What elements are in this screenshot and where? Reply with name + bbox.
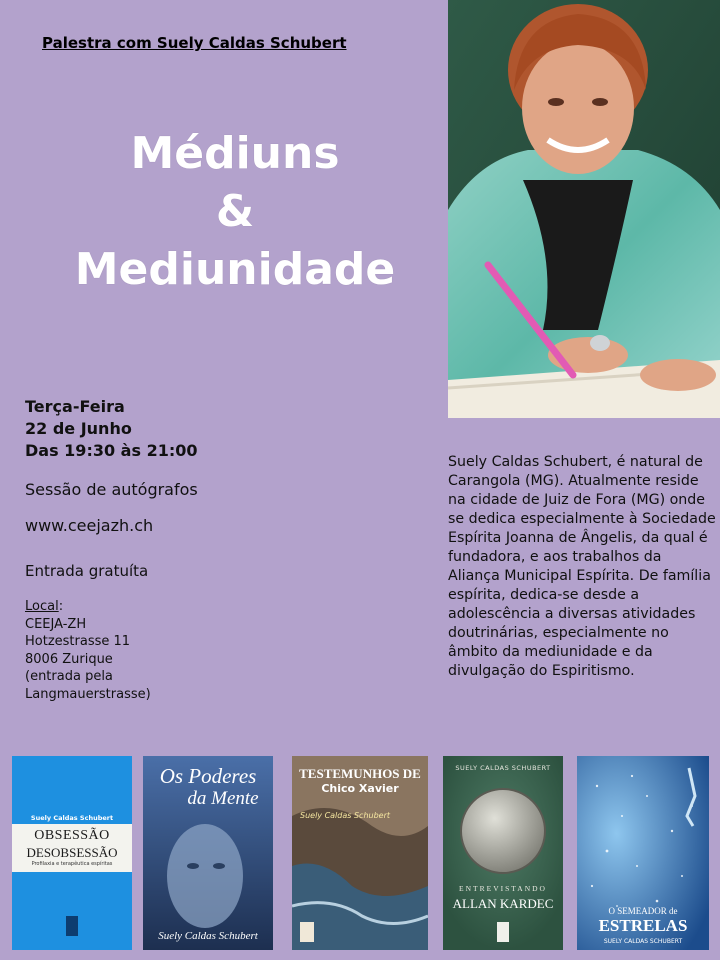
book-5-author: SUELY CALDAS SCHUBERT: [603, 938, 683, 945]
book-1-title-1: OBSESSÃO: [34, 828, 110, 843]
book-3-title-2: Chico Xavier: [321, 782, 399, 795]
book-1-title-2: DESOBSESSÃO: [26, 845, 118, 860]
location-colon: :: [58, 599, 64, 614]
location-name: CEEJA-ZH: [25, 616, 87, 632]
book-1-author: Suely Caldas Schubert: [30, 814, 114, 822]
website-link[interactable]: www.ceejazh.ch: [25, 516, 154, 535]
location-street: Hotzestrasse 11: [25, 634, 131, 649]
speaker-photo: [448, 0, 720, 418]
book-4-title-2: ALLAN KARDEC: [452, 896, 554, 911]
location-block: [25, 598, 151, 703]
event-time: Das 19:30 às 21:00: [25, 441, 198, 460]
book-cover-obsessao: [12, 756, 132, 950]
book-3-author: Suely Caldas Schubert: [300, 811, 391, 820]
event-day: Terça-Feira: [25, 397, 125, 416]
entry-info: Entrada gratuíta: [25, 562, 149, 580]
event-date: 22 de Junho: [25, 419, 132, 438]
book-2-title-2: da Mente: [187, 788, 259, 809]
book-cover-semeador-estrelas: [577, 756, 709, 950]
book-4-title-1: ENTREVISTANDO: [459, 884, 547, 893]
event-details: [25, 396, 198, 462]
book-cover-testemunhos: [292, 756, 428, 950]
event-title: [40, 125, 430, 299]
location-city: 8006 Zurique: [25, 651, 113, 667]
book-1-subtitle: Profilaxia e terapêutica espíritas: [31, 861, 113, 867]
event-header: Palestra com Suely Caldas Schubert: [42, 34, 347, 52]
location-note-1: (entrada pela: [25, 669, 113, 684]
book-5-title-1: O SEMEADOR de: [608, 906, 678, 916]
location-label: Local: [25, 599, 59, 614]
title-line-2: &: [215, 186, 255, 237]
book-5-title-2: ESTRELAS: [598, 916, 688, 935]
book-3-title-1: TESTEMUNHOS DE: [299, 766, 421, 781]
title-line-3: Mediunidade: [74, 244, 396, 295]
title-line-1: Médiuns: [130, 128, 340, 179]
location-note-2: Langmauerstrasse): [25, 686, 151, 702]
book-2-title-1: Os Poderes: [159, 764, 257, 788]
speaker-bio: Suely Caldas Schubert, é natural de Carangola (MG). Atualmente reside na cidade de Juiz de Fora (MG) onde se dedica especialmente à Sociedade Espírita Joanna de Ângelis, da qual é fundadora, e aos trabalhos da Aliança Municipal Espírita. De família espírita, dedica-se desde a adolescência a diversas atividades doutrinárias, especialmente no âmbito da mediunidade e da divulgação do Espiritismo.: [448, 454, 716, 679]
autograph-session: Sessão de autógrafos: [25, 480, 198, 499]
book-cover-poderes-mente: [143, 756, 273, 950]
book-2-author: Suely Caldas Schubert: [158, 930, 258, 942]
book-cover-entrevistando-kardec: [443, 756, 563, 950]
book-4-author: SUELY CALDAS SCHUBERT: [455, 764, 551, 772]
